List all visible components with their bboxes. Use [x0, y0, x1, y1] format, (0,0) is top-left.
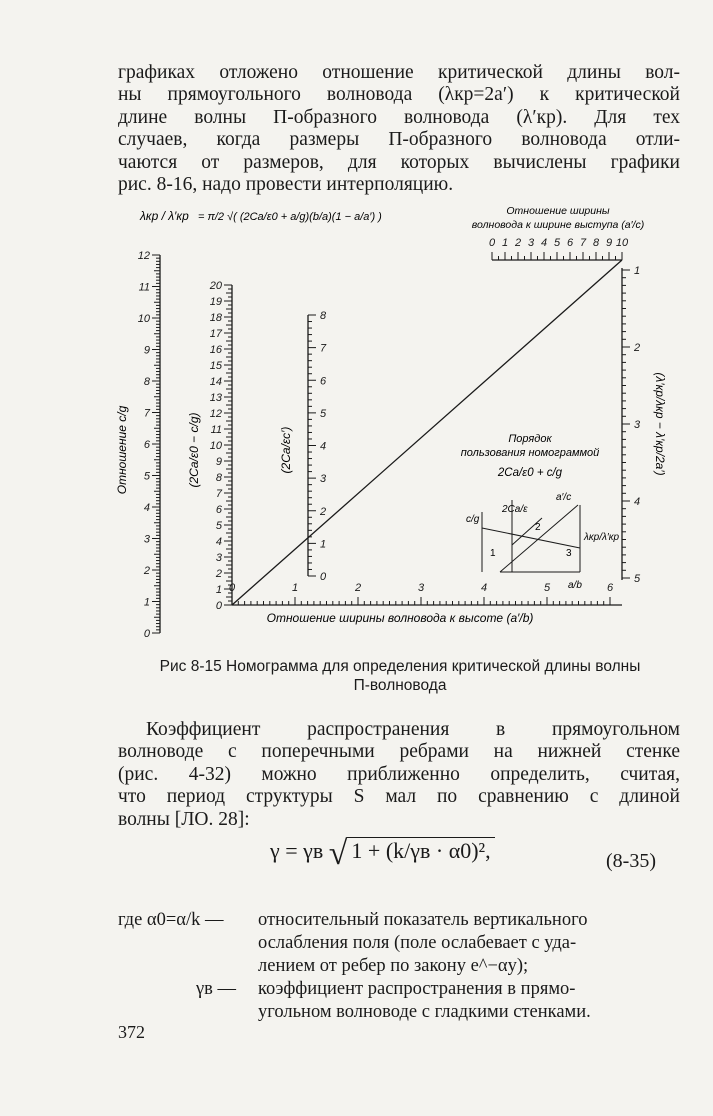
right-scale-label: 3 — [634, 419, 641, 431]
definition-line: коэффициент распространения в прямо- — [258, 979, 576, 999]
formula-number: (8-35) — [606, 850, 656, 872]
inset-label: 3 — [566, 548, 572, 559]
second-scale-label: 12 — [209, 408, 222, 420]
top-scale-label: 8 — [592, 237, 600, 249]
left-scale-label: 10 — [137, 313, 150, 325]
right-axis-title: (λ′кр/λкр − λ′кр/2a′) — [653, 372, 667, 476]
third-scale-label: 8 — [320, 310, 327, 322]
left-scale-label: 1 — [143, 596, 150, 609]
caption-line: П-волновода — [353, 677, 447, 694]
caption-line: Рис 8-15 Номограмма для определения критической длины волны — [159, 658, 641, 675]
top-scale-label: 0 — [488, 237, 496, 249]
left-scale-label: 0 — [143, 628, 150, 640]
definition-line: ослабления поля (поле ослабевает с уда- — [258, 933, 577, 953]
second-scale-label: 17 — [209, 328, 222, 340]
body-paragraph — [118, 719, 680, 831]
bottom-scale-label: 6 — [606, 582, 614, 594]
left-scale-label: 4 — [143, 502, 150, 514]
inset-title-2: пользования номограммой — [460, 447, 600, 459]
top-right-title-2: волновода к ширине выступа (a′/c) — [471, 219, 645, 231]
second-scale-label: 2 — [215, 568, 222, 580]
intro-line: длине волны П-образного волновода (λ′кр). Для тех — [118, 106, 680, 128]
page-number: 372 — [118, 1022, 145, 1042]
third-scale-label: 2 — [320, 505, 327, 518]
second-scale-label: 8 — [215, 472, 222, 484]
third-scale-label: 3 — [320, 473, 327, 486]
inset-label: 2Ca/ε — [502, 504, 528, 515]
right-scale-label: 2 — [634, 342, 641, 354]
right-scale-label: 5 — [634, 573, 641, 585]
bottom-scale-label: 5 — [543, 582, 551, 594]
bottom-scale-label: 4 — [480, 582, 488, 594]
inset-label: 1 — [490, 548, 496, 559]
inset-title-1: Порядок — [508, 433, 552, 445]
formula-8-35 — [270, 835, 495, 873]
definition-text — [258, 978, 678, 1024]
inset-label: λкр/λ′кр — [584, 532, 620, 543]
inset-expr: 2Ca/ε0 + c/g — [497, 467, 563, 479]
second-scale-label: 5 — [215, 520, 222, 532]
nomogram-figure — [110, 200, 690, 645]
body-line: волноводе с поперечными ребрами на нижней стенке — [118, 741, 680, 763]
top-formula-rhs: = π/2 √( (2Ca/ε0 + a/g)(b/a)(1 − a/a′) ) — [198, 211, 382, 223]
second-scale-label: 18 — [209, 312, 222, 324]
top-scale-label: 1 — [501, 237, 509, 249]
top-scale-label: 3 — [527, 237, 535, 249]
left-scale-label: 12 — [137, 250, 150, 262]
second-scale-label: 14 — [209, 376, 222, 388]
definition-term: где α0=α/k — — [118, 910, 224, 930]
bottom-scale-label: 3 — [417, 582, 425, 594]
second-axis-title: (2Ca/ε0 − c/g) — [187, 412, 201, 488]
bottom-axis-title: Отношение ширины волновода к высоте (a′/b) — [266, 611, 534, 625]
sqrt-sign-icon: √ — [328, 835, 348, 872]
left-scale-label: 5 — [143, 470, 150, 483]
body-line: Коэффициент распространения в прямоугольном — [146, 719, 680, 740]
inset-label: a/b — [568, 580, 582, 591]
second-scale-label: 11 — [210, 424, 222, 436]
top-scale-label: 5 — [553, 237, 561, 249]
top-scale-label: 6 — [566, 237, 574, 249]
intro-line: случаев, когда размеры П-образного волновода отли- — [118, 129, 680, 151]
inset-label: 2 — [535, 522, 541, 533]
third-scale-label: 4 — [320, 440, 327, 453]
intro-paragraph — [118, 62, 680, 196]
left-scale-label: 6 — [143, 439, 150, 451]
formula-radicand: 1 + (k/γв · α0)², — [347, 837, 494, 863]
top-scale-label: 2 — [514, 237, 522, 249]
bottom-scale-label: 1 — [291, 582, 299, 594]
second-scale-label: 4 — [215, 536, 222, 548]
intro-line: графиках отложено отношение критической длины вол- — [118, 62, 680, 83]
intro-line: чаются от размеров, для которых вычислены графики — [118, 151, 680, 173]
third-axis-title: (2Ca/εc′) — [279, 426, 293, 474]
left-scale-label: 11 — [138, 281, 150, 294]
top-scale-label: 7 — [579, 237, 587, 249]
usage-inset — [461, 433, 620, 591]
second-scale-label: 3 — [215, 552, 222, 564]
definition-line: лением от ребер по закону e^−αy); — [258, 956, 529, 976]
second-scale-label: 20 — [209, 280, 222, 292]
third-scale-label: 7 — [320, 342, 327, 355]
figure-caption — [120, 657, 680, 695]
second-scale-label: 7 — [215, 488, 222, 500]
body-line: волны [ЛО. 28]: — [118, 808, 250, 830]
intro-line: ны прямоугольного волновода (λкр=2a′) к критической — [118, 84, 680, 106]
second-scale-label: 16 — [209, 344, 222, 356]
body-line: (рис. 4-32) можно приближенно определить, считая, — [118, 763, 680, 785]
bottom-scale-label: 0 — [228, 582, 236, 594]
right-scale-label: 1 — [634, 265, 641, 277]
second-scale-label: 6 — [215, 504, 222, 516]
third-scale-label: 5 — [320, 407, 327, 420]
third-scale-label: 1 — [320, 538, 327, 551]
top-right-title-1: Отношение ширины — [506, 205, 610, 217]
left-axis-title: Отношение c/g — [115, 405, 129, 495]
inset-label: c/g — [466, 514, 480, 525]
left-scale-label: 8 — [143, 376, 150, 388]
left-scale-label: 9 — [143, 344, 150, 357]
inset-label: a′/c — [556, 492, 572, 503]
third-scale-label: 0 — [320, 571, 327, 583]
second-scale-label: 15 — [209, 360, 222, 372]
definition-line: угольном волноводе с гладкими стенками. — [258, 1002, 591, 1022]
second-scale-label: 10 — [209, 440, 222, 452]
top-scale-label: 10 — [615, 237, 629, 249]
formula-lhs: γ = γв — [270, 838, 324, 863]
second-scale-label: 19 — [209, 296, 222, 308]
left-scale-label: 3 — [143, 533, 150, 546]
intro-line: рис. 8-16, надо провести интерполяцию. — [118, 174, 454, 196]
left-scale-label: 2 — [143, 565, 150, 577]
right-scale-label: 4 — [634, 496, 641, 508]
definition-term: γв — — [196, 979, 237, 999]
second-scale-label: 13 — [209, 392, 222, 404]
top-formula-lhs: λкр / λ′кр — [140, 209, 189, 223]
definition-line: относительный показатель вертикального — [258, 910, 588, 930]
definition-text — [258, 909, 678, 978]
bottom-scale-label: 2 — [354, 582, 362, 594]
top-scale-label: 9 — [605, 237, 613, 249]
second-scale-label: 1 — [215, 584, 222, 596]
second-scale-label: 9 — [215, 456, 222, 468]
third-scale-label: 6 — [320, 375, 327, 388]
body-line: что период структуры S мал по сравнению с длиной — [118, 786, 680, 808]
left-scale-label: 7 — [143, 407, 150, 420]
top-scale-label: 4 — [540, 237, 548, 249]
second-scale-label: 0 — [215, 600, 222, 612]
